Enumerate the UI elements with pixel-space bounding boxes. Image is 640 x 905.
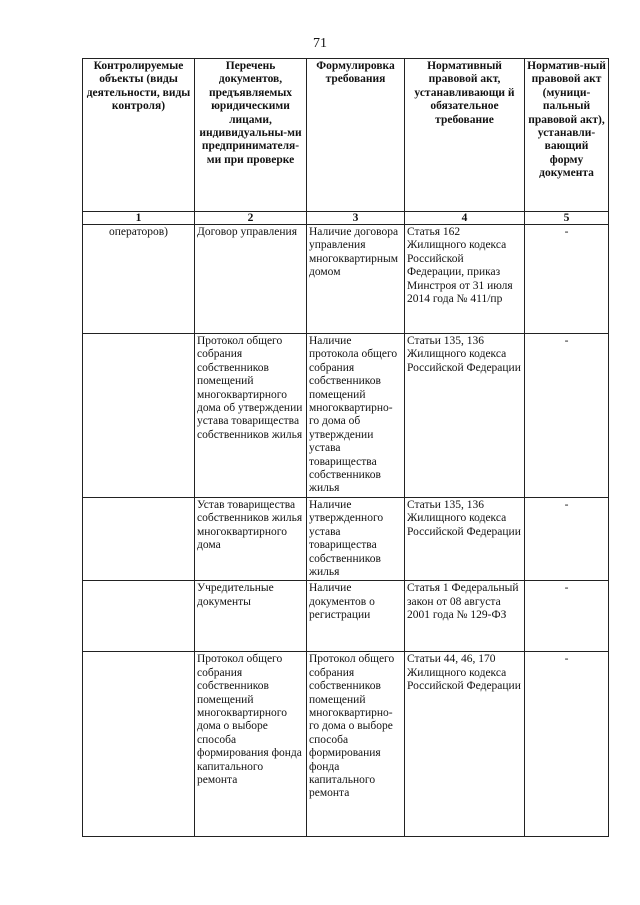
requirement-cell: Наличие утвержденного устава товарищества собственников жилья (307, 497, 405, 580)
objects-cell (83, 652, 195, 837)
requirement-cell: Наличие договора управления многоквартирным домом (307, 225, 405, 334)
column-number: 3 (307, 212, 405, 225)
table-row (83, 652, 609, 837)
table-row (83, 225, 609, 334)
column-number: 2 (195, 212, 307, 225)
header-requirement: Формулировка требования (307, 59, 405, 212)
column-number: 4 (405, 212, 525, 225)
normative-act-cell: Статьи 135, 136 Жилищного кодекса Российской Федерации (405, 497, 525, 580)
normative-act-cell: Статья 162 Жилищного кодекса Российской Федерации, приказ Минстроя от 31 июля 2014 года № 411/пр (405, 225, 525, 334)
column-number: 5 (525, 212, 609, 225)
normative-act-cell: Статьи 44, 46, 170 Жилищного кодекса Российской Федерации (405, 652, 525, 837)
document-cell: Учредительные документы (195, 581, 307, 652)
requirement-cell: Наличие документов о регистрации (307, 581, 405, 652)
normative-act-cell: Статьи 135, 136 Жилищного кодекса Российской Федерации (405, 334, 525, 498)
form-act-cell: - (525, 581, 609, 652)
table-row (83, 497, 609, 580)
header-form-act: Норматив-ный правовой акт (муници-пальный правовой акт), устанавли-вающий форму документа (525, 59, 609, 212)
form-act-cell: - (525, 652, 609, 837)
requirements-table (82, 58, 609, 837)
header-row (83, 59, 609, 212)
header-objects: Контролируемые объекты (виды деятельности, виды контроля) (83, 59, 195, 212)
page-number: 71 (313, 36, 327, 51)
document-cell: Устав товарищества собственников жилья многоквартирного дома (195, 497, 307, 580)
objects-cell (83, 334, 195, 498)
requirement-cell: Протокол общего собрания собственников помещений многоквартирно-го дома о выборе способа формирования фонда капитального ремонта (307, 652, 405, 837)
form-act-cell: - (525, 225, 609, 334)
document-cell: Договор управления (195, 225, 307, 334)
document-cell: Протокол общего собрания собственников помещений многоквартирного дома об утверждении устава товарищества собственников жилья (195, 334, 307, 498)
requirement-cell: Наличие протокола общего собрания собственников помещений многоквартирно-го дома об утверждении устава товарищества собственников жилья (307, 334, 405, 498)
normative-act-cell: Статья 1 Федеральный закон от 08 августа 2001 года № 129-ФЗ (405, 581, 525, 652)
column-number-row (83, 212, 609, 225)
objects-cell (83, 581, 195, 652)
document-cell: Протокол общего собрания собственников помещений многоквартирного дома о выборе способа формирования фонда капитального ремонта (195, 652, 307, 837)
table-row (83, 581, 609, 652)
objects-cell: операторов) (83, 225, 195, 334)
header-normative-act: Нормативный правовой акт, устанавливающи й обязательное требование (405, 59, 525, 212)
table-row (83, 334, 609, 498)
form-act-cell: - (525, 497, 609, 580)
header-documents: Перечень документов, предъявляемых юридическими лицами, индивидуальны-ми предпринимателя-ми при проверке (195, 59, 307, 212)
objects-cell (83, 497, 195, 580)
form-act-cell: - (525, 334, 609, 498)
column-number: 1 (83, 212, 195, 225)
